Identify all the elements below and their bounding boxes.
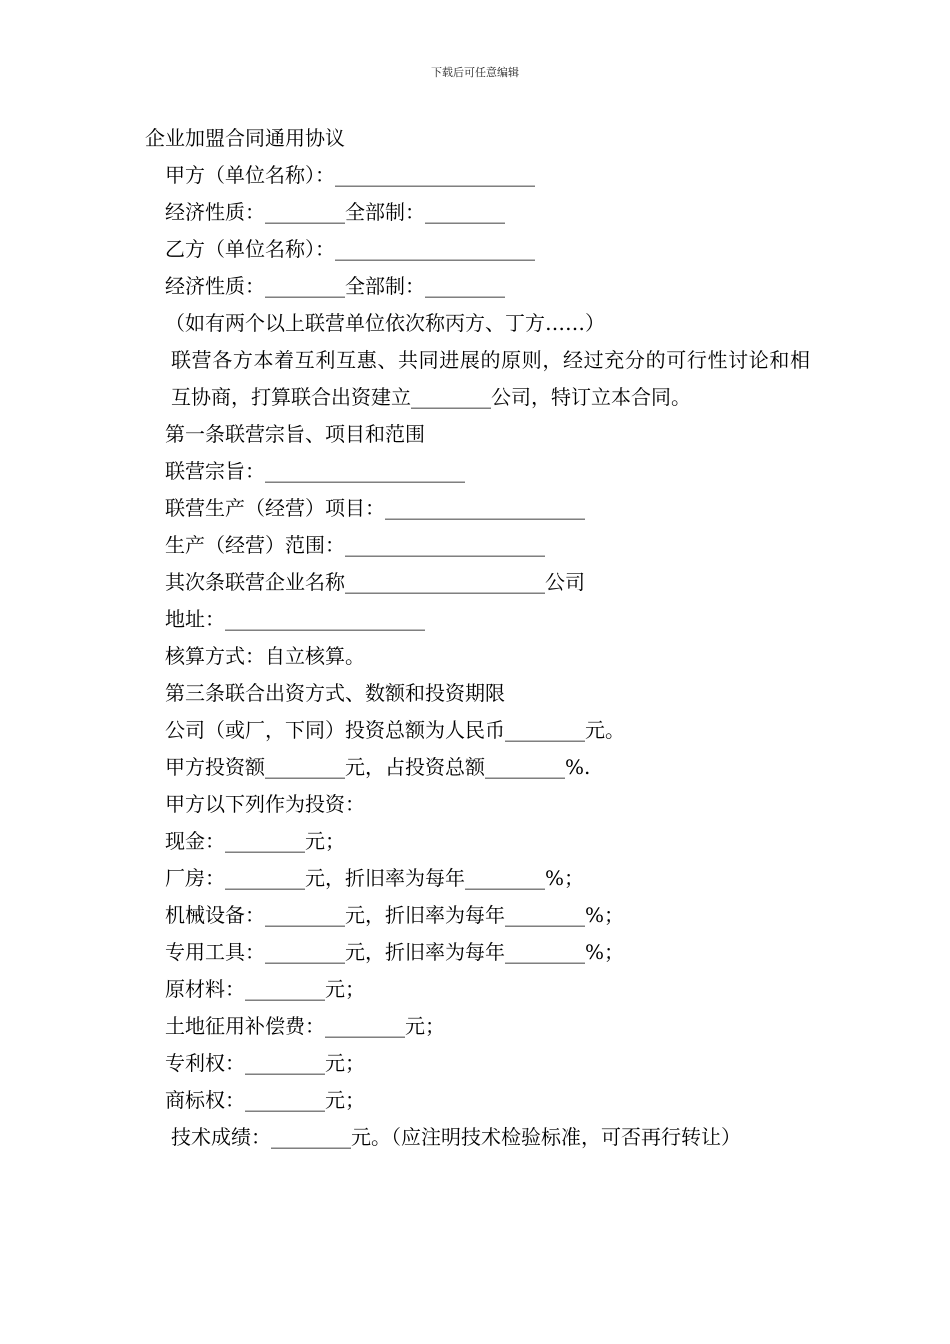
document-title: 企业加盟合同通用协议 — [145, 126, 345, 150]
intro-paragraph — [145, 342, 810, 416]
party-a-nature: 经济性质：________全部制：________ — [165, 200, 505, 224]
total-investment-line: 公司（或厂，下同）投资总额为人民币________元。 — [165, 718, 625, 742]
investment-items-heading: 甲方以下列作为投资： — [165, 792, 365, 816]
trademark-line: 商标权：________元； — [165, 1088, 365, 1112]
technology-text: 技术成绩：________元。（应注明技术检验标准，可否再行转让） — [171, 1125, 741, 1149]
intro-text: 联营各方本着互利互惠、共同进展的原则，经过充分的可行性讨论和相互协商，打算联合出资建立________公司，特订立本合同。 — [171, 348, 810, 409]
accounting-line: 核算方式：自立核算。 — [165, 644, 365, 668]
scope-line: 生产（经营）范围：____________________ — [165, 533, 545, 557]
party-b-name: 乙方（单位名称）：____________________ — [165, 237, 535, 261]
party-a-investment-line: 甲方投资额________元，占投资总额________%. — [165, 755, 591, 779]
project-line: 联营生产（经营）项目：____________________ — [165, 496, 585, 520]
machinery-line: 机械设备：________元，折旧率为每年________%； — [165, 903, 625, 927]
technology-paragraph — [145, 1119, 810, 1156]
address-line: 地址：____________________ — [165, 607, 425, 631]
factory-line: 厂房：________元，折旧率为每年________%； — [165, 866, 585, 890]
party-b-nature: 经济性质：________全部制：________ — [165, 274, 505, 298]
materials-line: 原材料：________元； — [165, 977, 365, 1001]
patent-line: 专利权：________元； — [165, 1051, 365, 1075]
article-3-title: 第三条联合出资方式、数额和投资期限 — [165, 681, 505, 705]
party-a-name: 甲方（单位名称）：____________________ — [165, 163, 535, 187]
article-1-title: 第一条联营宗旨、项目和范围 — [165, 422, 425, 446]
purpose-line: 联营宗旨：____________________ — [165, 459, 465, 483]
land-compensation-line: 土地征用补偿费：________元； — [165, 1014, 445, 1038]
article-2-title: 其次条联营企业名称____________________公司 — [165, 570, 585, 594]
document-body — [145, 120, 810, 1156]
note-other-parties: （如有两个以上联营单位依次称丙方、丁方……） — [165, 311, 605, 335]
tools-line: 专用工具：________元，折旧率为每年________%； — [165, 940, 625, 964]
page-header: 下载后可任意编辑 — [431, 66, 519, 79]
cash-line: 现金：________元； — [165, 829, 345, 853]
